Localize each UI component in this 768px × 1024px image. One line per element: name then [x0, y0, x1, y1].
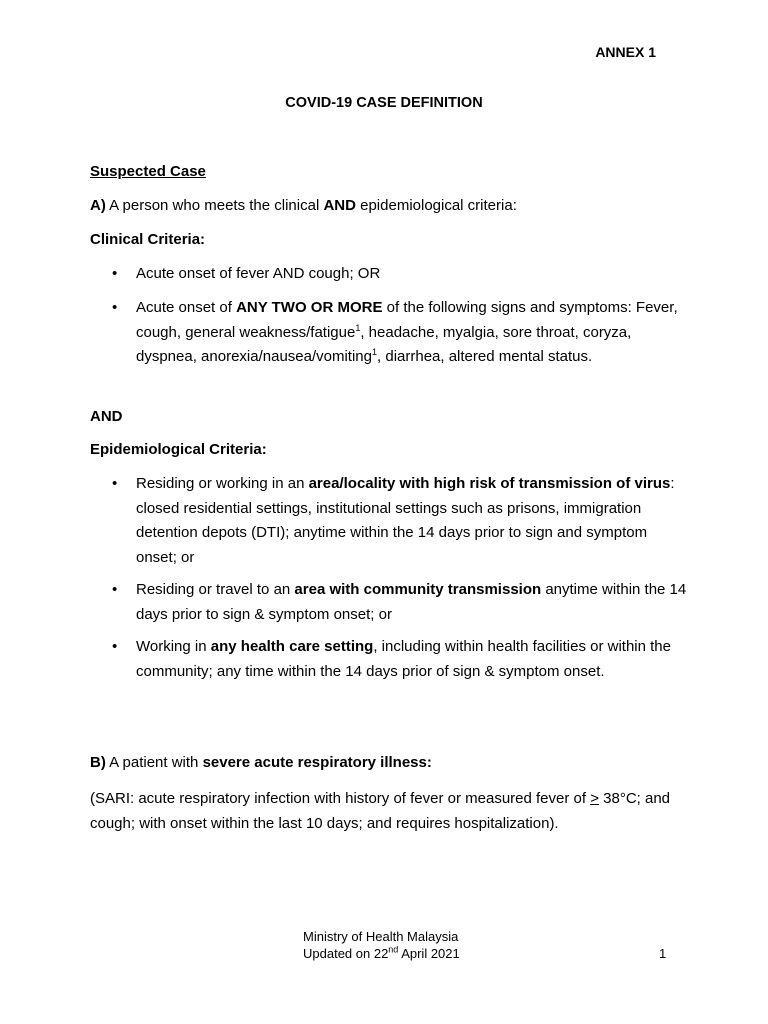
section-a-intro	[90, 194, 517, 219]
section-b-intro	[90, 751, 432, 776]
footer-org: Ministry of Health Malaysia	[303, 929, 459, 944]
bullet-icon: •	[112, 581, 118, 598]
section-a-text-2: epidemiological criteria:	[355, 197, 517, 214]
clinical-item-1-text: Acute onset of fever AND cough; OR	[136, 265, 381, 282]
sari-definition: (SARI: acute respiratory infection with history of fever or measured fever of > 38°C; and cough; with onset within the last 10 days; and requires hospitalization).	[90, 790, 671, 832]
list-item	[90, 635, 690, 684]
epi-item-1-text: Residing or working in an area/locality with high risk of transmission of virus: closed residential settings, institutional settings such as prisons, immigration detention depots (DTI); anytime within the 14 days prior to sign and symptom onset; or	[136, 475, 675, 566]
footnote-marker: 1	[355, 322, 361, 333]
list-item	[90, 296, 690, 370]
list-item	[90, 578, 690, 627]
bullet-icon: •	[112, 299, 118, 316]
greater-equal-symbol: >	[590, 790, 599, 807]
epidemiological-criteria-heading: Epidemiological Criteria:	[90, 441, 267, 458]
list-item	[90, 262, 690, 287]
bullet-icon: •	[112, 638, 118, 655]
suspected-case-heading: Suspected Case	[90, 163, 206, 180]
footer-updated: Updated on 22nd April 2021	[303, 944, 460, 961]
section-a-text-1: A person who meets the clinical	[109, 197, 324, 214]
bullet-icon: •	[112, 475, 118, 492]
footnote-marker: 1	[372, 347, 378, 357]
annex-label: ANNEX 1	[595, 44, 656, 60]
epi-item-3-text: Working in any health care setting, including within health facilities or within the community; any time within the 14 days prior of sign & symptom onset.	[136, 638, 671, 680]
page-number: 1	[659, 946, 667, 961]
bullet-icon: •	[112, 265, 118, 282]
section-b-label: B)	[90, 754, 106, 771]
page-title: COVID-19 CASE DEFINITION	[285, 95, 483, 111]
clinical-item-2-text: Acute onset of ANY TWO OR MORE of the following signs and symptoms: Fever, cough, general weakness/fatigue$^1$, headache, myalgia, sore throat, coryza, dyspnea, anorexia/nausea/vomiting$^1$, diarrhea, altered mental status.	[136, 299, 678, 365]
section-b-bold: severe acute respiratory illness:	[202, 754, 432, 771]
epi-item-2-text: Residing or travel to an area with community transmission anytime within the 14 days prior to sign & symptom onset; or	[136, 581, 687, 623]
section-b-text: A patient with	[105, 754, 203, 771]
and-label: AND	[90, 408, 123, 425]
section-a-and: AND	[323, 197, 356, 214]
list-item	[90, 472, 690, 570]
section-a-label: A)	[90, 197, 106, 214]
clinical-criteria-heading: Clinical Criteria:	[90, 231, 206, 248]
